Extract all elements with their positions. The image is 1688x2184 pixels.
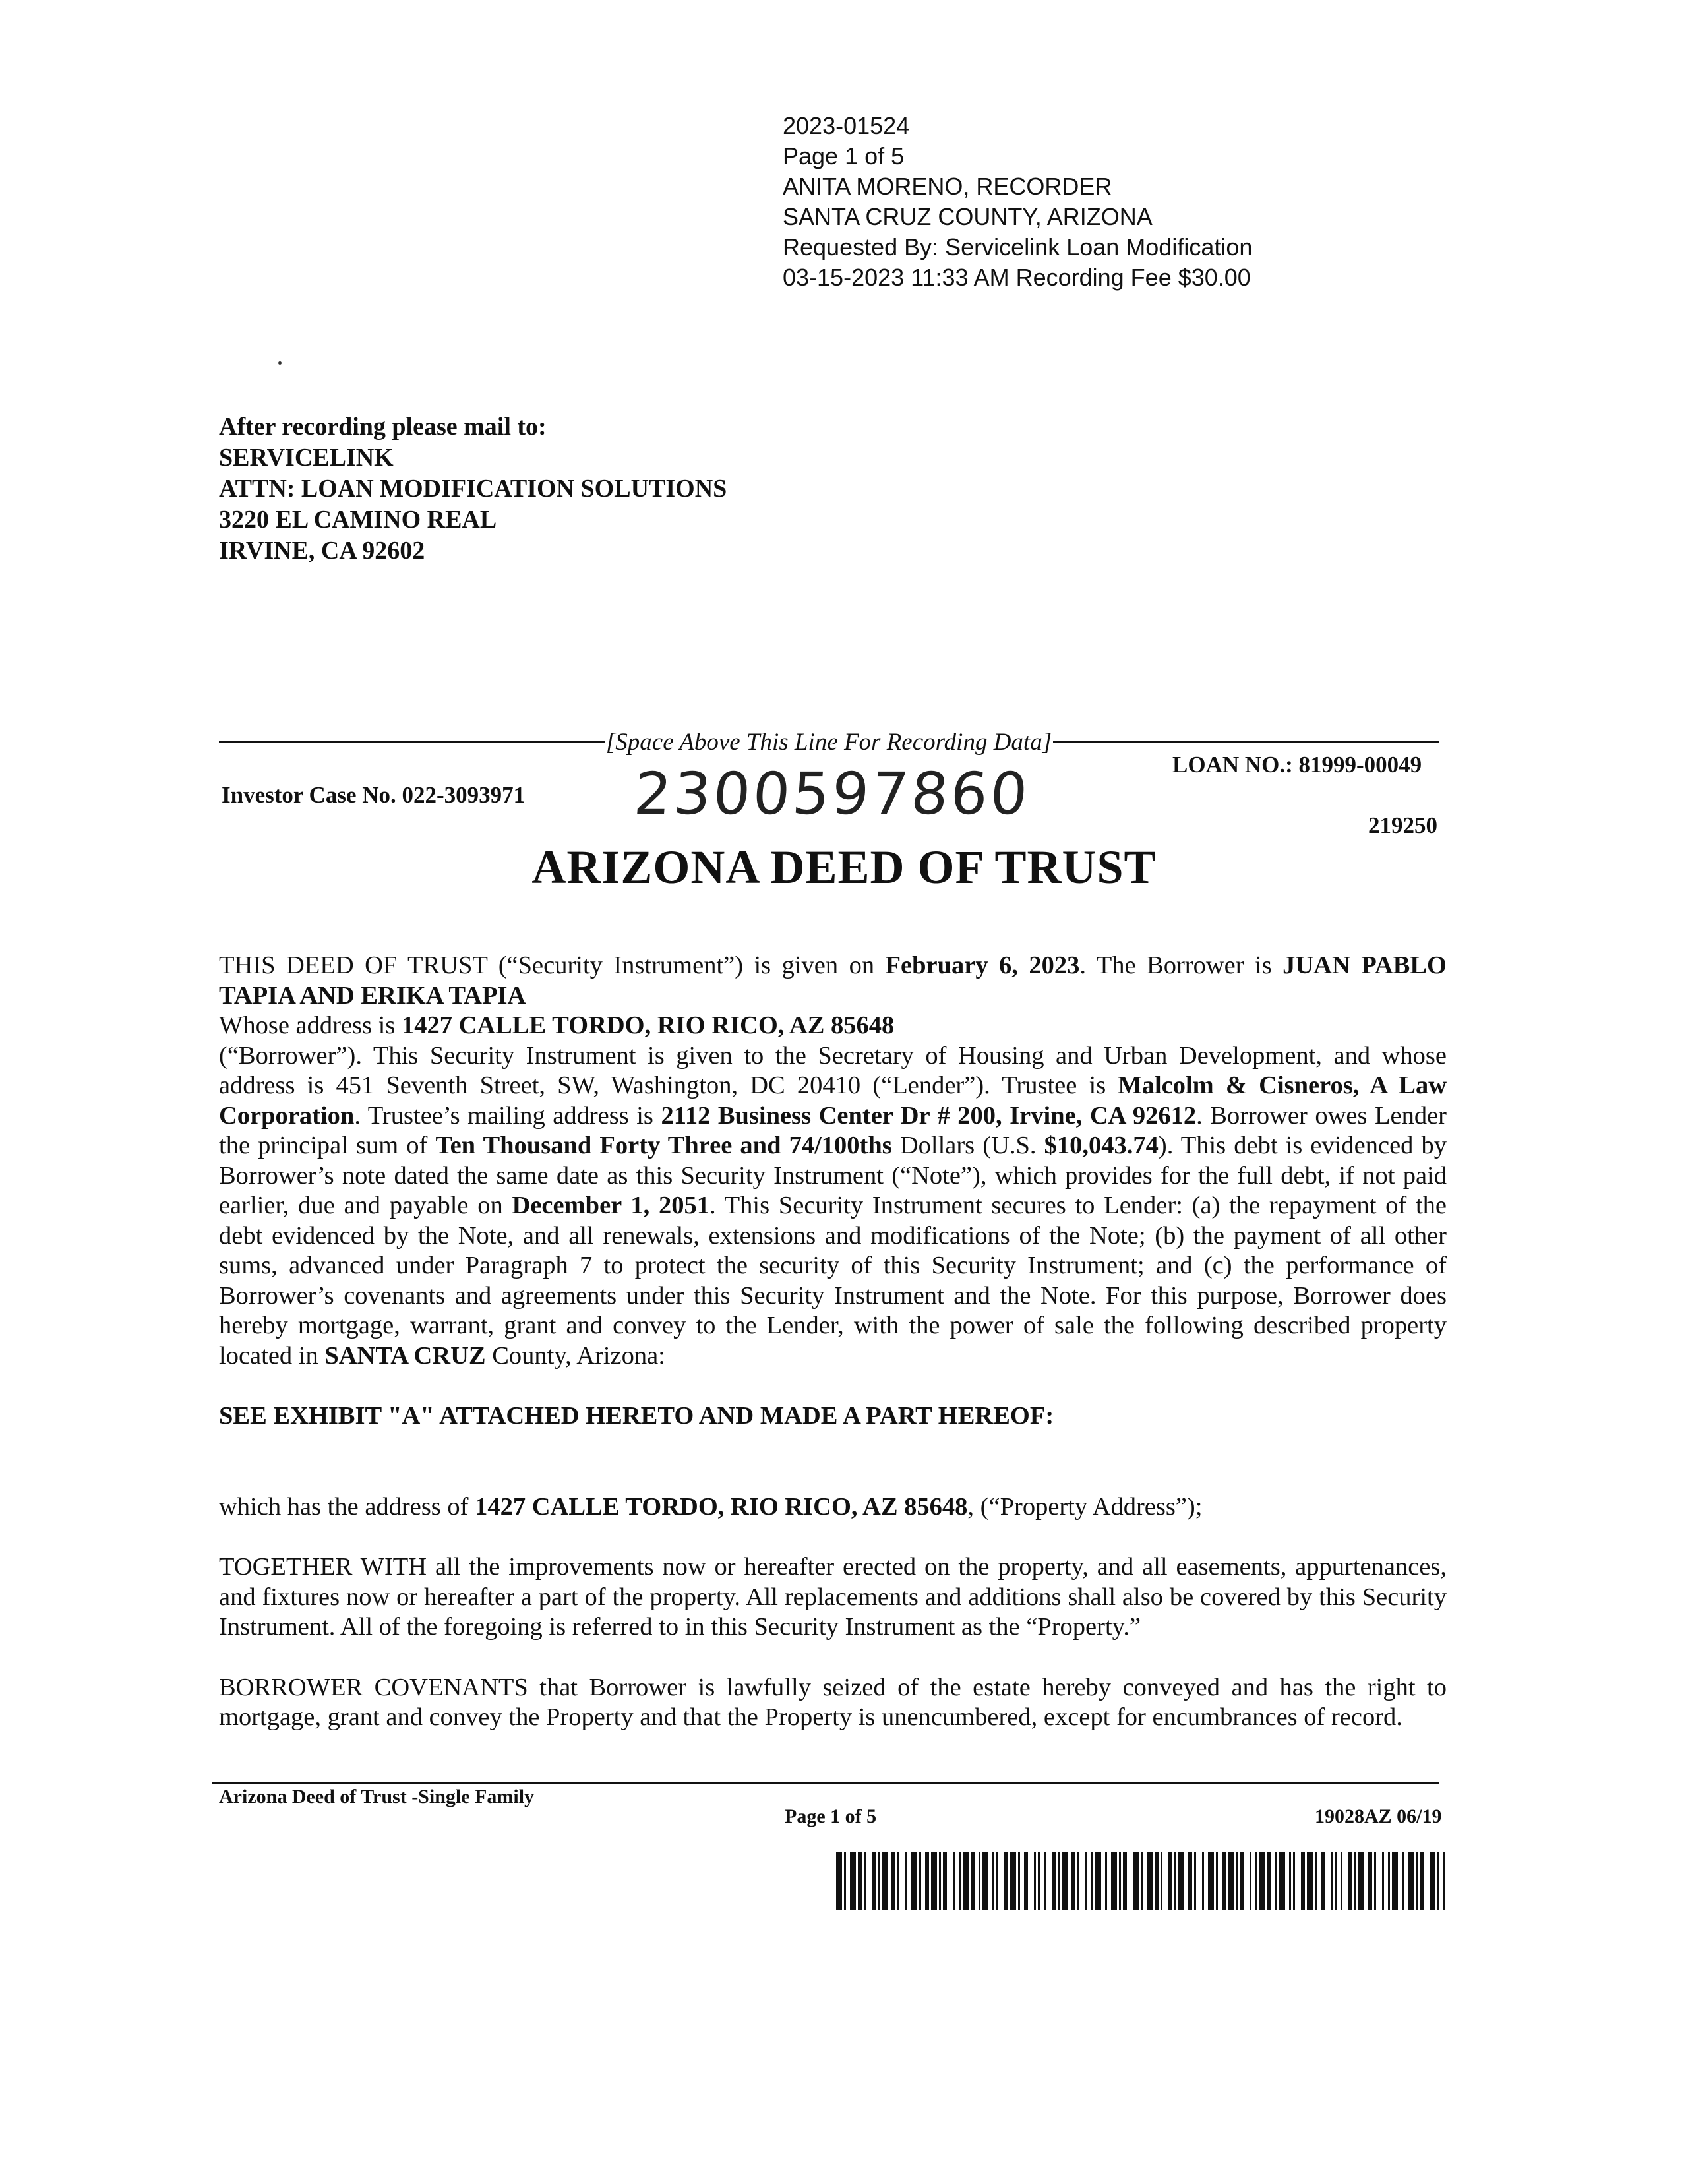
barcode-bar: [953, 1852, 955, 1910]
barcode-bar: [850, 1852, 856, 1910]
barcode-bar: [1062, 1852, 1068, 1910]
text-run: (“Borrower”). This Security Instrument is given to the Secretary of Housing and Urban Development, and whose address is 451 Seventh Street, SW, Washington, DC 20410 (“Lender”). Trustee is: [219, 1041, 1447, 1099]
security-instrument-paragraph: [219, 1041, 1447, 1372]
principal-amount: $10,043.74: [1044, 1132, 1159, 1159]
document-body: [219, 951, 1447, 1733]
barcode-bar: [858, 1852, 862, 1910]
property-county: SANTA CRUZ: [324, 1341, 486, 1370]
barcode-bar: [891, 1852, 895, 1910]
barcode-bar: [1044, 1852, 1046, 1910]
separator-text: [Space Above This Line For Recording Data]: [605, 728, 1052, 756]
barcode-bar: [872, 1852, 876, 1910]
recording-stamp: [783, 111, 1252, 293]
text-run: ). This debt is evidenced by Borrower’s note dated the same date as this Security Instrument (“Note”), which provides for the full debt, if not paid earlier, due and payable on: [219, 1132, 1447, 1219]
barcode-bar: [931, 1852, 937, 1910]
barcode-bar: [1010, 1852, 1016, 1910]
barcode: [836, 1852, 1445, 1910]
barcode-bar: [1250, 1852, 1251, 1910]
barcode-bar: [1071, 1852, 1075, 1910]
barcode-bar: [1430, 1852, 1435, 1910]
barcode-bar: [1382, 1852, 1384, 1910]
barcode-bar: [1188, 1852, 1192, 1910]
borrower-address: 1427 CALLE TORDO, RIO RICO, AZ 85648: [401, 1012, 895, 1039]
together-with-paragraph: TOGETHER WITH all the improvements now or hereafter erected on the property, and all easements, appurtenances, and fixtures now or hereafter a part of the property. All replacements and additions shall also be covered by this Security Instrument. All of the foregoing is referred to in this Security Instrument as the “Property.”: [219, 1553, 1447, 1641]
barcode-bar: [878, 1852, 880, 1910]
barcode-bar: [1354, 1852, 1356, 1910]
barcode-bar: [897, 1852, 899, 1910]
barcode-bar: [1034, 1852, 1036, 1910]
barcode-bar: [1402, 1852, 1404, 1910]
barcode-bar: [1095, 1852, 1101, 1910]
mail-to-heading: After recording please mail to:: [219, 413, 547, 440]
deed-date: February 6, 2023: [885, 952, 1080, 979]
barcode-bar: [963, 1852, 969, 1910]
recording-datetime-fee: 03-15-2023 11:33 AM Recording Fee $30.00: [783, 264, 1251, 291]
barcode-bar: [971, 1852, 975, 1910]
spacer: [219, 1643, 1447, 1673]
text-run: . Trustee’s mailing address is: [354, 1101, 661, 1130]
barcode-bar: [836, 1852, 842, 1910]
barcode-bar: [1420, 1852, 1424, 1910]
barcode-bar: [939, 1852, 941, 1910]
borrower-names: JUAN PABLO TAPIA AND ERIKA TAPIA: [219, 952, 1447, 1010]
barcode-bar: [1208, 1852, 1214, 1910]
barcode-bar: [1174, 1852, 1176, 1910]
spacer: [219, 1371, 1447, 1401]
borrower-covenants-paragraph: BORROWER COVENANTS that Borrower is lawfully seized of the estate hereby conveyed and has the right to mortgage, grant and convey the Property and that the Property is unencumbered, except for encumbrances of record.: [219, 1673, 1447, 1731]
barcode-bar: [1388, 1852, 1390, 1910]
barcode-bar: [1004, 1852, 1008, 1910]
barcode-bar: [864, 1852, 866, 1910]
mail-to-line: SERVICELINK: [219, 444, 394, 471]
separator-line-right: [1053, 741, 1439, 743]
barcode-bar: [1119, 1852, 1121, 1910]
mail-to-line: IRVINE, CA 92602: [219, 537, 425, 564]
barcode-bar: [1222, 1852, 1226, 1910]
barcode-bar: [1178, 1852, 1184, 1910]
barcode-bar: [1160, 1852, 1162, 1910]
barcode-bar: [1168, 1852, 1172, 1910]
principal-amount-words: Ten Thousand Forty Three and 74/100ths: [435, 1132, 892, 1159]
barcode-bar: [1321, 1852, 1325, 1910]
barcode-bar: [1259, 1852, 1265, 1910]
trustee-address: 2112 Business Center Dr # 200, Irvine, CA 92612: [661, 1101, 1197, 1130]
footer-form-name: Arizona Deed of Trust -Single Family: [219, 1786, 535, 1807]
exhibit-text: SEE EXHIBIT "A" ATTACHED HERETO AND MADE A PART HEREOF:: [219, 1402, 1054, 1430]
barcode-bar: [1437, 1852, 1439, 1910]
barcode-bar: [1240, 1852, 1244, 1910]
footer-page-number: Page 1 of 5: [785, 1805, 877, 1827]
barcode-bar: [1111, 1852, 1117, 1910]
barcode-bar: [1374, 1852, 1376, 1910]
barcode-bar: [1077, 1852, 1079, 1910]
stray-mark: [278, 361, 282, 365]
barcode-bar: [982, 1852, 988, 1910]
text-run: THIS DEED OF TRUST (“Security Instrument”) is given on: [219, 952, 886, 979]
mail-to-line: 3220 EL CAMINO REAL: [219, 506, 497, 533]
barcode-bar: [1279, 1852, 1285, 1910]
barcode-bar: [1155, 1852, 1159, 1910]
opening-paragraph: [219, 951, 1447, 1011]
text-run: . The Borrower is: [1079, 952, 1283, 979]
text-run: Dollars (U.S.: [891, 1132, 1044, 1159]
text-run: County, Arizona:: [485, 1341, 665, 1370]
loan-number: LOAN NO.: 81999-00049: [1172, 752, 1422, 777]
requested-by: Requested By: Servicelink Loan Modification: [783, 233, 1253, 260]
investor-case-number: Investor Case No. 022-3093971: [222, 782, 526, 808]
text-run: , (“Property Address”);: [967, 1492, 1203, 1521]
barcode-bar: [919, 1852, 921, 1910]
mail-to-block: [219, 411, 727, 566]
barcode-bar: [979, 1852, 980, 1910]
barcode-bar: [911, 1852, 917, 1910]
separator-line-left: [219, 741, 605, 743]
barcode-bar: [925, 1852, 929, 1910]
barcode-bar: [1133, 1852, 1139, 1910]
barcode-bar: [1335, 1852, 1337, 1910]
barcode-bar: [943, 1852, 947, 1910]
text-run: . This Security Instrument secures to Lender: (a) the repayment of the debt evidenced by the Note, and all renewals, extensions and modifications of the Note; (b) the payment of all other sums, advanced under Paragraph 7 to protect the security of this Security Instrument; and (c) the performance of Borrower’s covenants and agreements under this Security Instrument and the Note. For this purpose, Borrower does hereby mortgage, warrant, grant and convey to the Lender, with the power of sale the following described property located in: [219, 1192, 1447, 1370]
text-run: . Borrower owes Lender the principal sum of: [219, 1101, 1447, 1159]
barcode-bar: [882, 1852, 888, 1910]
barcode-bar: [1408, 1852, 1414, 1910]
barcode-bar: [1289, 1852, 1291, 1910]
barcode-bar: [996, 1852, 998, 1910]
barcode-bar: [959, 1852, 961, 1910]
borrower-address-paragraph: [219, 1011, 1447, 1041]
barcode-bar: [1123, 1852, 1127, 1910]
barcode-bar: [1301, 1852, 1305, 1910]
barcode-bar: [992, 1852, 994, 1910]
barcode-bar: [1202, 1852, 1204, 1910]
barcode-bar: [1331, 1852, 1333, 1910]
barcode-bar: [1392, 1852, 1398, 1910]
footer-form-code: 19028AZ 06/19: [1315, 1805, 1442, 1827]
recording-county: SANTA CRUZ COUNTY, ARIZONA: [783, 203, 1153, 230]
barcode-bar: [1267, 1852, 1271, 1910]
barcode-bar: [844, 1852, 846, 1910]
barcode-bar: [1341, 1852, 1342, 1910]
barcode-bar: [1443, 1852, 1445, 1910]
page-title: ARIZONA DEED OF TRUST: [531, 841, 1157, 894]
handwritten-number: 2300597860: [632, 760, 1033, 828]
document-number: 2023-01524: [783, 112, 910, 139]
barcode-bar: [1358, 1852, 1364, 1910]
barcode-bar: [1293, 1852, 1295, 1910]
barcode-bar: [1368, 1852, 1372, 1910]
barcode-bar: [1255, 1852, 1257, 1910]
barcode-bar: [1147, 1852, 1153, 1910]
spacer: [219, 1432, 1447, 1492]
text-run: which has the address of: [219, 1492, 475, 1521]
barcode-bar: [1315, 1852, 1317, 1910]
spacer: [219, 1522, 1447, 1552]
barcode-bar: [1038, 1852, 1040, 1910]
maturity-date: December 1, 2051: [512, 1192, 709, 1219]
barcode-bar: [1105, 1852, 1107, 1910]
trustee-name: Malcolm & Cisneros, A Law Corporation: [219, 1072, 1447, 1130]
recording-page-count: Page 1 of 5: [783, 142, 905, 169]
barcode-bar: [1416, 1852, 1418, 1910]
barcode-bar: [1085, 1852, 1087, 1910]
property-address-paragraph: [219, 1492, 1447, 1523]
barcode-bar: [1091, 1852, 1093, 1910]
property-address: 1427 CALLE TORDO, RIO RICO, AZ 85648: [475, 1492, 968, 1521]
footer-divider: [212, 1782, 1439, 1784]
text-run: Whose address is: [219, 1012, 402, 1039]
barcode-bar: [1236, 1852, 1238, 1910]
barcode-bar: [1275, 1852, 1277, 1910]
recorder-name: ANITA MORENO, RECORDER: [783, 173, 1112, 200]
mail-to-line: ATTN: LOAN MODIFICATION SOLUTIONS: [219, 475, 727, 502]
barcode-bar: [1348, 1852, 1352, 1910]
barcode-bar: [1194, 1852, 1196, 1910]
barcode-bar: [1307, 1852, 1313, 1910]
barcode-bar: [1058, 1852, 1060, 1910]
reference-number: 219250: [1368, 812, 1437, 838]
barcode-bar: [1216, 1852, 1218, 1910]
barcode-bar: [1052, 1852, 1056, 1910]
barcode-bar: [1228, 1852, 1234, 1910]
barcode-bar: [1141, 1852, 1143, 1910]
barcode-bar: [1024, 1852, 1028, 1910]
barcode-bar: [905, 1852, 907, 1910]
exhibit-reference: [219, 1401, 1447, 1432]
barcode-bar: [1018, 1852, 1020, 1910]
